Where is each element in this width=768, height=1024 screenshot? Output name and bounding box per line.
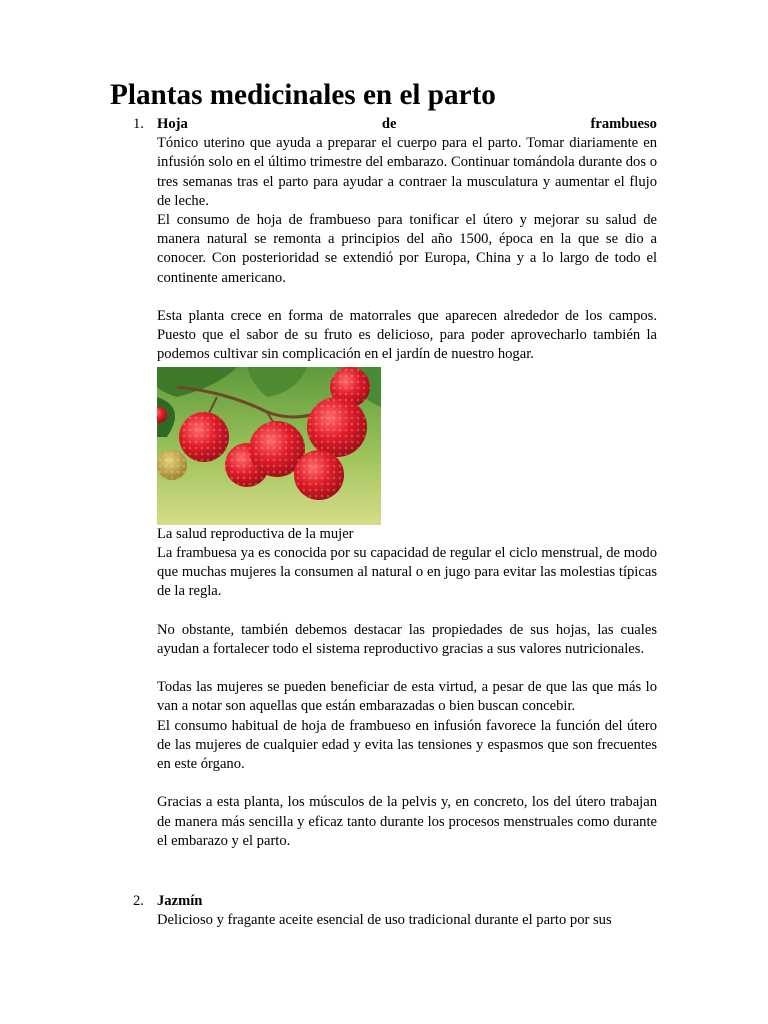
paragraph: El consumo habitual de hoja de frambueso en infusión favorece la función del útero de las mujeres de cualquier edad y evita las tensiones y espasmos que son frecuentes en este órgano. <box>157 717 657 773</box>
heading-word: Hoja <box>157 116 188 132</box>
heading-word: frambueso <box>590 116 657 132</box>
list-item-number: 2. <box>133 893 144 909</box>
paragraph: Esta planta crece en forma de matorrales que aparecen alrededor de los campos. Puesto que el sabor de su fruto es delicioso, para poder aprovecharlo también la podemos cultivar sin complicación en el jardín de nuestro hogar. <box>157 308 657 363</box>
paragraph: Gracias a esta planta, los músculos de la pelvis y, en concreto, los del útero trabajan de manera más sencilla y eficaz tanto durante los procesos menstruales como durante el embarazo y el parto. <box>157 794 657 849</box>
paragraph: No obstante, también debemos destacar las propiedades de sus hojas, las cuales ayudan a fortalecer todo el sistema reproductivo gracias a sus valores nutricionales. <box>157 621 657 657</box>
paragraph: Todas las mujeres se pueden beneficiar de esta virtud, a pesar de que las que más lo van a notar son aquellas que están embarazadas o bien buscan concebir. <box>157 679 657 715</box>
paragraph: El consumo de hoja de frambueso para tonificar el útero y mejorar su salud de manera natural se remonta a principios del año 1500, época en la que se dio a conocer. Con posterioridad se extendió por Europa, China y a lo largo de todo el continente americano. <box>157 212 657 286</box>
raspberry-photo <box>157 367 381 525</box>
heading-word: de <box>381 116 397 132</box>
paragraph: Tónico uterino que ayuda a preparar el cuerpo para el parto. Tomar diariamente en infusión solo en el último trimestre del embarazo. Continuar tomándola durante dos o tres semanas tras el parto para ayudar a contraer la musculatura y aumentar el flujo de leche. <box>157 135 657 209</box>
list-item-number: 1. <box>133 116 144 132</box>
item-heading <box>157 115 657 134</box>
item-heading: Jazmín <box>157 893 203 909</box>
paragraph: Delicioso y fragante aceite esencial de uso tradicional durante el parto por sus <box>157 912 612 929</box>
paragraph: La frambuesa ya es conocida por su capacidad de regular el ciclo menstrual, de modo que muchas mujeres la consumen al natural o en jugo para evitar las molestias típicas de la regla. <box>157 544 657 600</box>
document-title: Plantas medicinales en el parto <box>110 79 496 111</box>
list-item-1 <box>133 115 657 851</box>
list-item-2 <box>133 892 657 930</box>
image-caption: La salud reproductiva de la mujer <box>157 525 354 542</box>
